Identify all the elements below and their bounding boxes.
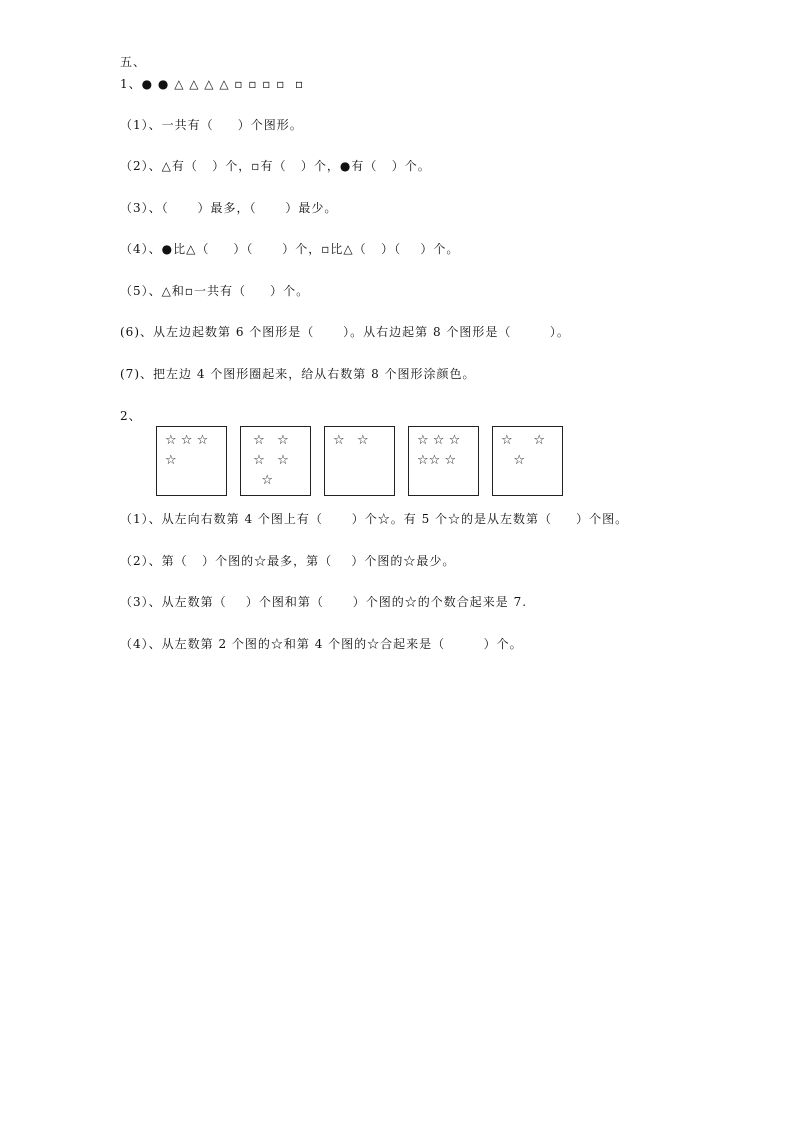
question-1-part-2: （2）、△有（ ）个，▫有（ ）个，●有（ ）个。: [120, 159, 431, 173]
question-1-part-6: (6)、从左边起数第 6 个图形是（ ）。从右边起第 8 个图形是（ ）。: [120, 325, 570, 339]
question-2-part-2: （2）、第（ ）个图的☆最多，第（ ）个图的☆最少。: [120, 554, 456, 568]
question-1-part-7: (7)、把左边 4 个图形圈起来，给从右数第 8 个图形涂颜色。: [120, 367, 476, 381]
section-title: 五、: [120, 55, 147, 69]
star-box-5: [492, 426, 563, 496]
star-box-1-stars: ☆ ☆ ☆ ☆: [165, 433, 209, 468]
question-2-part-3: （3）、从左数第（ ）个图和第（ ）个图的☆的个数合起来是 7.: [120, 595, 528, 609]
star-box-3: [324, 426, 395, 496]
star-box-2-stars: ☆ ☆ ☆ ☆ ☆: [253, 433, 289, 488]
question-1-part-1: （1）、一共有（ ）个图形。: [120, 118, 303, 132]
question-2-part-4: （4）、从左数第 2 个图的☆和第 4 个图的☆合起来是（ ）个。: [120, 637, 523, 651]
star-box-4: [408, 426, 479, 496]
question-2-part-1: （1）、从左向右数第 4 个图上有（ ）个☆。有 5 个☆的是从左数第（ ）个图。: [120, 512, 629, 526]
star-box-3-stars: ☆ ☆: [333, 433, 369, 448]
question-1-part-4: （4）、●比△（ ）（ ）个，▫比△（ ）（ ）个。: [120, 242, 460, 256]
star-box-2: [240, 426, 311, 496]
star-box-1: [156, 426, 227, 496]
star-box-5-stars: ☆ ☆ ☆: [501, 433, 545, 468]
question-2-number: 2、: [120, 409, 142, 423]
question-1-part-5: （5）、△和▫一共有（ ）个。: [120, 284, 310, 298]
question-1-part-3: （3）、（ ）最多，（ ）最少。: [120, 201, 338, 215]
question-1-shapes-row: 1、● ● △ △ △ △ ▫ ▫ ▫ ▫ ▫: [120, 77, 305, 91]
star-box-4-stars: ☆ ☆ ☆ ☆☆ ☆: [417, 433, 461, 468]
